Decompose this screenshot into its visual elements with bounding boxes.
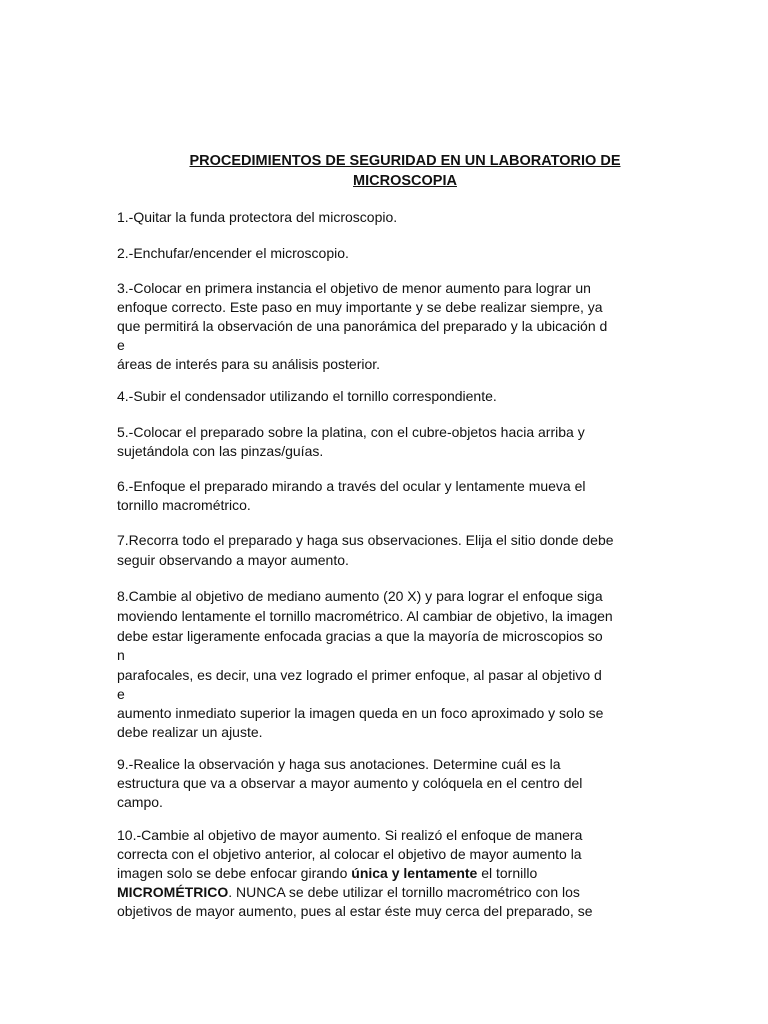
title-line-1: PROCEDIMIENTOS DE SEGURIDAD EN UN LABORATORIO DE bbox=[189, 153, 621, 169]
step-5: 5.-Colocar el preparado sobre la platina, con el cubre-objetos hacia arriba y sujetándola con las pinzas/guías. bbox=[117, 424, 585, 459]
step-4: 4.-Subir el condensador utilizando el tornillo correspondiente. bbox=[117, 388, 497, 404]
step-8: 8.Cambie al objetivo de mediano aumento (20 X) y para lograr el enfoque siga moviendo lentamente el tornillo macrométrico. Al cambiar de objetivo, la imagen debe estar ligeramente enfocada gracias a que la mayoría de microscopios so n parafocales, es decir, una vez logrado el primer enfoque, al pasar al objetivo d e aumento inmediato superior la imagen queda en un foco aproximado y solo se debe realizar un ajuste. bbox=[117, 588, 613, 740]
step-10-line-3: imagen solo se debe enfocar girando única y lentamente el tornillo bbox=[117, 865, 538, 881]
step-9: 9.-Realice la observación y haga sus anotaciones. Determine cuál es la estructura que va a observar a mayor aumento y colóquela en el centro del campo. bbox=[117, 756, 583, 810]
emphasis-micrometrico: MICROMÉTRICO bbox=[117, 884, 229, 900]
title-line-2: MICROSCOPIA bbox=[353, 173, 457, 189]
step-2: 2.-Enchufar/encender el microscopio. bbox=[117, 245, 349, 261]
step-10-line-4: MICROMÉTRICO. NUNCA se debe utilizar el tornillo macrométrico con los bbox=[117, 884, 580, 900]
document-title bbox=[180, 151, 630, 191]
emphasis-unica-lentamente: única y lentamente bbox=[351, 865, 478, 881]
step-7: 7.Recorra todo el preparado y haga sus observaciones. Elija el sitio donde debe seguir observando a mayor aumento. bbox=[117, 532, 614, 568]
step-6: 6.-Enfoque el preparado mirando a través del ocular y lentamente mueva el tornillo macrométrico. bbox=[117, 478, 586, 513]
step-3: 3.-Colocar en primera instancia el objetivo de menor aumento para lograr un enfoque correcto. Este paso en muy importante y se debe realizar siempre, ya que permitirá la observación de una panorámica del preparado y la ubicación d e áreas de interés para su análisis posterior. bbox=[117, 280, 608, 372]
step-1: 1.-Quitar la funda protectora del microscopio. bbox=[117, 209, 398, 225]
step-10: 10.-Cambie al objetivo de mayor aumento. Si realizó el enfoque de manera correcta con el objetivo anterior, al colocar el objetivo de mayor aumento la imagen solo se debe enfocar girando única y lentamente el tornillo MICROMÉTRICO. NUNCA se debe utilizar el tornillo macrométrico con los objetivos de mayor aumento, pues al estar éste muy cerca del preparado, se bbox=[117, 826, 637, 921]
